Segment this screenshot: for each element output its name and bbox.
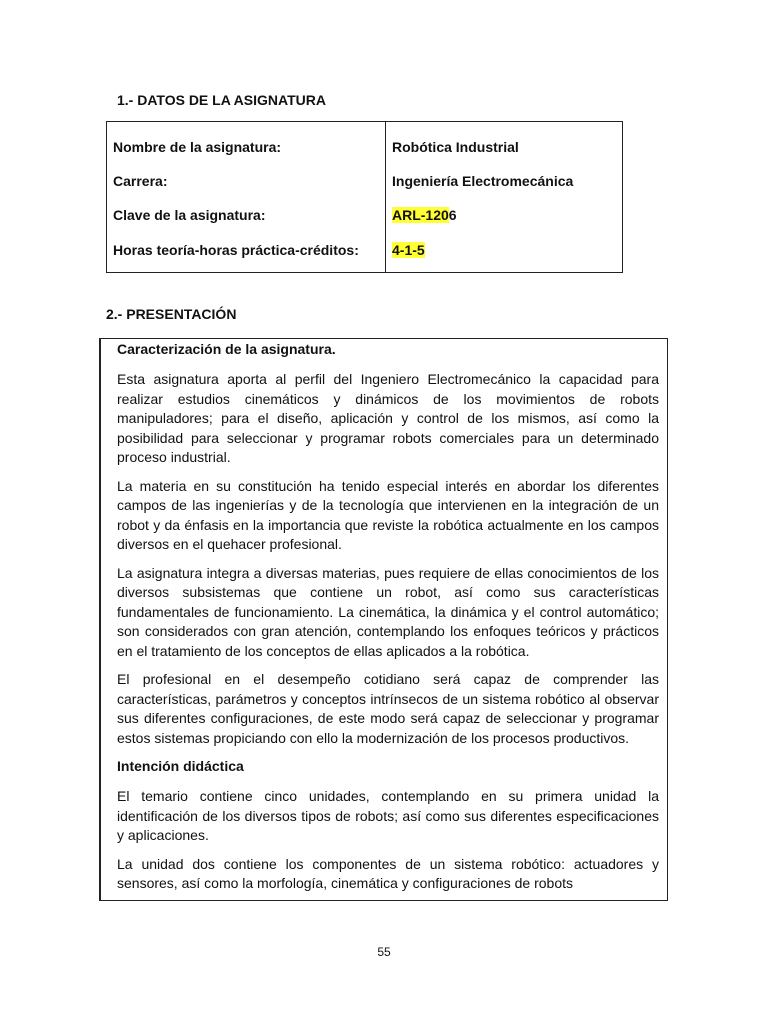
presentacion-box (99, 338, 668, 901)
label-carrera: Carrera: (113, 173, 168, 189)
value-clave-rest: 6 (448, 207, 457, 223)
paragraph-3: La asignatura integra a diversas materias, pues requiere de ellas conocimientos de los diversos subsistemas que contiene un robot, así como sus características fundamentales de funcionamiento. La cinemática, la dinámica y el control automático; son considerados con gran atención, contemplando los enfoques teóricos y prácticos en el tratamiento de los conceptos de ellas aplicados a la robótica. (117, 564, 659, 659)
section2-title: 2.- PRESENTACIÓN (106, 306, 237, 322)
value-carrera: Ingeniería Electromecánica (392, 173, 574, 189)
table-column-divider (385, 122, 386, 272)
label-horas: Horas teoría-horas práctica-créditos: (113, 242, 359, 258)
section1-title: 1.- DATOS DE LA ASIGNATURA (117, 92, 326, 108)
value-clave-highlight: ARL-120 (392, 207, 449, 223)
intencion-subtitle: Intención didáctica (117, 758, 244, 774)
label-nombre: Nombre de la asignatura: (113, 139, 282, 155)
value-nombre: Robótica Industrial (392, 139, 519, 155)
value-horas (392, 242, 425, 258)
value-clave (392, 207, 457, 223)
label-clave: Clave de la asignatura: (113, 207, 266, 223)
paragraph-6: La unidad dos contiene los componentes de un sistema robótico: actuadores y sensores, así como la morfología, cinemática y configuraciones de robots (117, 855, 659, 891)
value-horas-highlight: 4-1-5 (392, 242, 425, 258)
paragraph-2: La materia en su constitución ha tenido especial interés en abordar los diferentes campos de las ingenierías y de la tecnología que intervienen en la integración de un robot y da énfasis en la importancia que reviste la robótica actualmente en los campos diversos en el quehacer profesional. (117, 477, 659, 552)
presentacion-content (117, 340, 659, 901)
paragraph-4: El profesional en el desempeño cotidiano será capaz de comprender las características, parámetros y conceptos intrínsecos de un sistema robótico al observar sus diferentes configuraciones, de este modo será capaz de seleccionar y programar estos sistemas propiciando con ello la modernización de los procesos productivos. (117, 671, 659, 746)
paragraph-1: Esta asignatura aporta al perfil del Ingeniero Electromecánico la capacidad para realizar estudios cinemáticos y dinámicos de los movimientos de robots manipuladores; para el diseño, aplicación y control de los mismos, así como la posibilidad para seleccionar y programar robots comerciales para un determinado proceso industrial. (117, 371, 659, 465)
page-number: 55 (377, 945, 391, 959)
paragraph-5: El temario contiene cinco unidades, contemplando en su primera unidad la identificación de los diversos tipos de robots; así como sus diferentes especificaciones y aplicaciones. (117, 788, 659, 843)
caracterizacion-subtitle: Caracterización de la asignatura. (117, 341, 336, 357)
datos-table (106, 121, 623, 273)
